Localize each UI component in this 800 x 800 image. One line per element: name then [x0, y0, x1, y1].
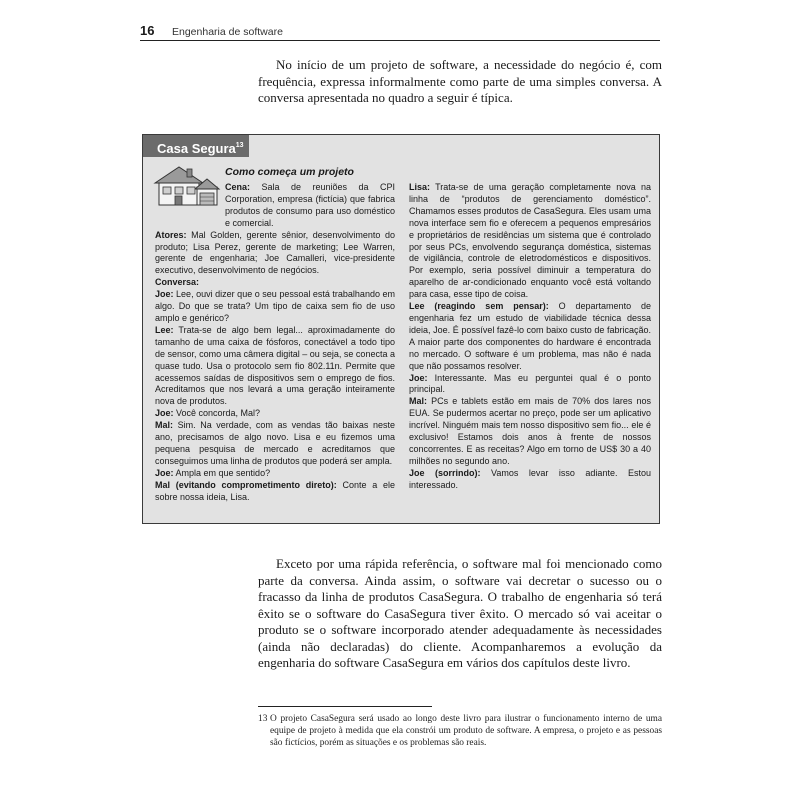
- dialogue-line: [409, 301, 651, 372]
- speaker-label: Conversa:: [155, 277, 200, 288]
- dialogue-line: [155, 420, 395, 468]
- speaker-label: Joe:: [155, 408, 174, 419]
- closing-text: Exceto por uma rápida referência, o software mal foi mencionado como parte da conversa. Ainda assim, o software vai decretar o sucesso ou o fracasso da linha de produtos CasaSegura. O trabalho de engenharia só terá êxito se o software do CasaSegura tiver êxito. O mercado só vai aceitar o produto se o software incorporado atender adequadamente às necessidades (ainda não declaradas) do cliente. Acompanharemos a evolução da engenharia do software CasaSegura em vários dos capítulos deste livro.: [258, 556, 662, 670]
- dialogue-line: [155, 408, 395, 420]
- speaker-label: Atores:: [155, 229, 187, 240]
- speaker-label: Joe:: [155, 289, 174, 300]
- dialogue-line: [155, 289, 395, 325]
- dialogue-line: [155, 468, 395, 480]
- dialogue-line: [155, 480, 395, 504]
- speaker-label: Cena:: [225, 182, 251, 192]
- dialogue-text: O departamento de engenharia fez um estudo de viabilidade técnica dessa ideia, Joe. É possível fazê-lo com baixo custo de fabricação. A maior parte dos componentes do hardware é encontrada no mercado. O software é um problema, mas não é nada que não possamos resolver.: [409, 301, 651, 371]
- dialogue-line: [155, 230, 395, 278]
- speaker-label: Lee:: [155, 324, 174, 335]
- casa-segura-box: [142, 134, 660, 524]
- speaker-label: Mal (evitando comprometimento direto):: [155, 479, 337, 490]
- right-dialogue-column: [409, 182, 651, 492]
- speaker-label: Joe:: [155, 467, 174, 478]
- casa-segura-label-text: Casa Segura: [157, 141, 236, 156]
- dialogue-line: [155, 182, 395, 230]
- dialogue-text: Trata-se de algo bem legal... aproximadamente do tamanho de uma caixa de fósforos, conectável a todo tipo de sensor, como uma câmera digital – ou seja, se conecta a quase tudo. Usa o protocolo sem fio 802.11n. Permite que acessemos saídas de dispositivos sem o emprego de fios. Acreditamos que nos levará a uma geração inteiramente nova de produtos.: [155, 324, 395, 407]
- intro-paragraph: [258, 57, 662, 107]
- dialogue-text: PCs e tablets estão em mais de 70% dos lares nos EUA. Se pudermos acertar no preço, pode ser um aplicativo incrível. Ninguém mais tem nosso dispositivo sem fio... ele é exclusivo! Estamos dois anos à frente de nossos concorrentes. E as receitas? Algo em torno de US$ 30 a 40 milhões no segundo ano.: [409, 396, 651, 466]
- box-title: Como começa um projeto: [225, 166, 354, 178]
- speaker-label: Mal:: [155, 420, 173, 431]
- dialogue-text: Lee, ouvi dizer que o seu pessoal está trabalhando em algo. Do que se trata? Um tipo de caixa sem fio de uso amplo e genérico?: [155, 289, 395, 323]
- footnote-number: 13: [258, 714, 268, 724]
- dialogue-line: [409, 468, 651, 492]
- page-header: [140, 24, 660, 41]
- left-dialogue-column: [155, 182, 395, 503]
- dialogue-line: [409, 396, 651, 467]
- running-head: Engenharia de software: [172, 26, 283, 38]
- speaker-label: Mal:: [409, 396, 427, 407]
- page-number: 16: [140, 23, 155, 38]
- dialogue-line: [409, 373, 651, 397]
- dialogue-line: [155, 325, 395, 408]
- casa-segura-label: [143, 135, 249, 157]
- dialogue-text: Interessante. Mas eu perguntei qual é o ponto principal.: [409, 372, 651, 395]
- dialogue-text: Ampla em que sentido?: [173, 467, 271, 478]
- speaker-label: Lee (reagindo sem pensar):: [409, 301, 549, 312]
- footnote-text: O projeto CasaSegura será usado ao longo deste livro para ilustrar o funcionamento interno de uma equipe de projeto à medida que ela constrói um produto de software. A empresa, o projeto e as pessoas são fictícios, porém as situações e os problemas são reais.: [270, 714, 662, 748]
- dialogue-text: Trata-se de uma geração completamente nova na linha de “produtos de gerenciamento doméstico”. Chamamos esses produtos de CasaSegura. Eles usam uma nova interface sem fio e oferecem a pequenos empresários e proprietários de residências um sistema que é controlado por seus PCs, envolvendo segurança doméstica, sistemas de vigilância, controle de eletrodomésticos e dispositivos. Por exemplo, seria possível diminuir a temperatura do aparelho de ar-condicionado enquanto você está voltando para casa, esse tipo de coisa.: [409, 182, 651, 300]
- dialogue-text: Vamos levar isso adiante. Estou interessado.: [409, 467, 651, 490]
- dialogue-text: Conte a ele sobre nossa ideia, Lisa.: [155, 479, 395, 502]
- dialogue-text: Sim. Na verdade, com as vendas tão baixas neste ano, precisamos de algo novo. Lisa e eu fizemos uma pequena pesquisa de mercado e acreditamos que conseguimos uma linha de produtos que poderá ser ampla.: [155, 420, 395, 466]
- closing-paragraph: [258, 556, 662, 672]
- dialogue-text: Sala de reuniões da CPI Corporation, empresa (fictícia) que fabrica produtos de consumo para uso doméstico e comercial.: [225, 182, 395, 228]
- footnote: [258, 713, 662, 749]
- speaker-label: Lisa:: [409, 182, 431, 192]
- intro-text: No início de um projeto de software, a necessidade do negócio é, com frequência, expressa informalmente como parte de uma simples conversa. A conversa apresentada no quadro a seguir é típica.: [258, 57, 662, 105]
- dialogue-text: Você concorda, Mal?: [173, 408, 261, 419]
- footnote-ref: 13: [235, 142, 244, 149]
- speaker-label: Joe (sorrindo):: [409, 467, 481, 478]
- speaker-label: Joe:: [409, 372, 428, 383]
- dialogue-line: [409, 182, 651, 301]
- dialogue-text: Mal Golden, gerente sênior, desenvolvimento do produto; Lisa Perez, gerente de marketing; Lee Warren, gerente de engenharia; Joe Camalleri, vice-presidente executivo, desenvolvimento de negócios.: [155, 229, 395, 276]
- footnote-divider: [258, 706, 432, 707]
- dialogue-line: [155, 277, 395, 289]
